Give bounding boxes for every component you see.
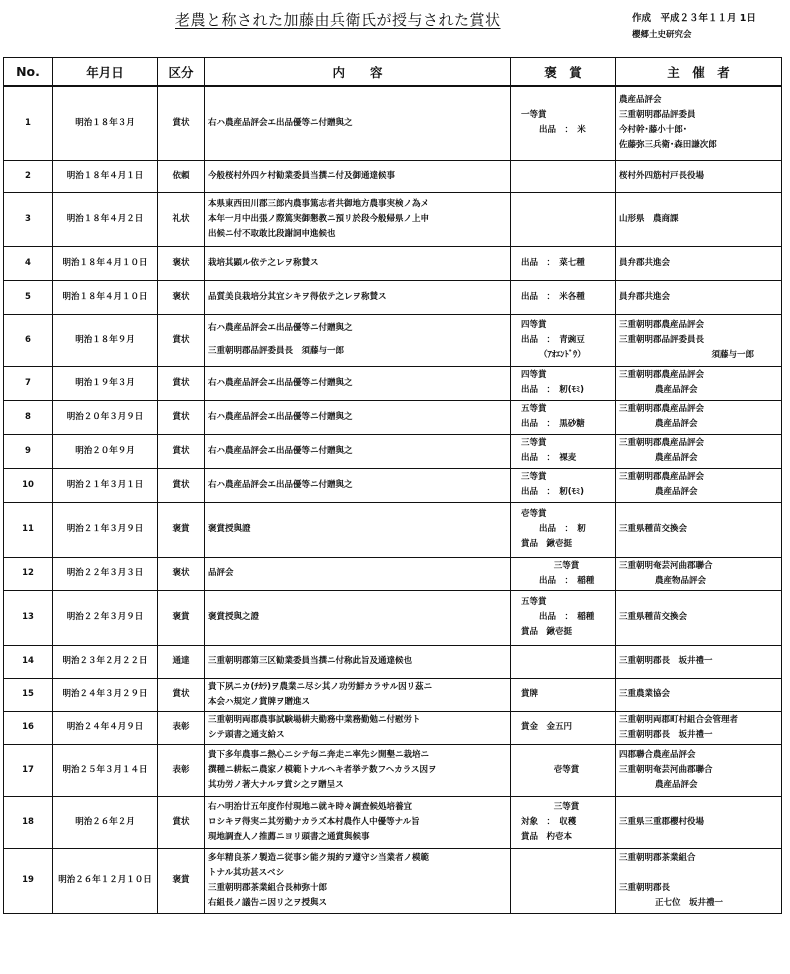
- row-content-line: 今般桜村外四ケ村勧業委員当撰ニ付及御通達候事: [208, 170, 396, 181]
- table-body: [4, 86, 782, 913]
- row-award: [511, 645, 616, 678]
- row-organizer-line: 三重朝明郡品評委員長: [619, 334, 705, 345]
- table-row: [4, 400, 782, 434]
- row-date: 明治２０年３月９日: [53, 400, 158, 434]
- row-number: 1: [4, 86, 53, 160]
- row-content-line: 本会ハ規定ノ賞牌ヲ贈進ス: [208, 696, 311, 707]
- row-content: [205, 400, 511, 434]
- row-kind: 礼状: [158, 192, 205, 246]
- row-award-line: 出品 ： 稲種: [539, 575, 595, 586]
- row-award-line: 出品 ： 青豌豆: [521, 334, 585, 345]
- row-award: [511, 796, 616, 848]
- row-content-line: 右ハ農産品評会エ出品優等ニ付贈與之: [208, 377, 353, 388]
- row-organizer: [616, 590, 782, 645]
- row-content-line: 品評会: [208, 568, 234, 578]
- row-content-line: 右ハ農産品評会エ出品優等ニ付贈與之: [208, 445, 353, 456]
- row-number: 5: [4, 280, 53, 314]
- row-award-line: 三等賞: [521, 438, 547, 448]
- row-organizer: [616, 86, 782, 160]
- row-number: 8: [4, 400, 53, 434]
- row-organizer-line: 三重朝明郡農産品評会: [619, 370, 705, 380]
- col-header-organizer: 主 催 者: [616, 58, 782, 87]
- row-date: 明治１８年４月１日: [53, 160, 158, 192]
- row-award: [511, 468, 616, 502]
- row-kind: 賞状: [158, 678, 205, 711]
- table-row: [4, 86, 782, 160]
- row-content: [205, 796, 511, 848]
- row-organizer-line: 三重朝明郡茶業組合: [619, 852, 696, 863]
- row-organizer-line: 三重農業協会: [619, 689, 671, 699]
- created-date: 作成 平成２３年１１月 1日: [632, 13, 756, 24]
- row-award: [511, 280, 616, 314]
- row-date: 明治２２年３月３日: [53, 557, 158, 590]
- row-organizer-line: [619, 866, 778, 881]
- row-organizer-line: 農産品評会: [655, 419, 698, 429]
- table-row: [4, 557, 782, 590]
- row-award-line: 出品 ： 籾(ﾓﾐ): [521, 385, 585, 395]
- row-content-line: 右ハ農産品評会エ出品優等ニ付贈與之: [208, 323, 353, 333]
- row-organizer-line: 今村幹･藤小十郎･: [619, 125, 688, 136]
- row-content-line: ロシキヲ得実ニ其労勤ナカラズ本村農作人中優等ナル旨: [208, 816, 420, 827]
- row-award-line: 五等賞: [521, 597, 547, 607]
- row-content-line: 右ハ農産品評会エ出品優等ニ付贈與之: [208, 411, 353, 422]
- row-award-line: 出品 ： 黒砂糖: [521, 419, 585, 429]
- row-content-line: シテ頭書之通支給ス: [208, 729, 285, 740]
- row-content: [205, 280, 511, 314]
- row-content-line: 三重朝明両郡農事試験場耕夫勤務中業務勤勉ニ付慰労ト: [208, 714, 421, 725]
- col-header-content: 内 容: [205, 58, 511, 87]
- row-organizer-line: 三重県三重郡櫻村役場: [619, 816, 705, 827]
- row-organizer-line: 三重朝明郡農産品評会: [619, 404, 705, 414]
- row-kind: 賞状: [158, 400, 205, 434]
- row-number: 7: [4, 366, 53, 400]
- table-row: [4, 280, 782, 314]
- row-kind: 表彰: [158, 744, 205, 796]
- row-organizer-line: 桜村外四筋村戸長役場: [619, 170, 705, 181]
- row-award: [511, 590, 616, 645]
- table-row: [4, 848, 782, 913]
- row-content: [205, 848, 511, 913]
- row-number: 12: [4, 557, 53, 590]
- row-award-line: 出品 ： 籾: [539, 524, 586, 534]
- row-organizer: [616, 468, 782, 502]
- row-content: [205, 192, 511, 246]
- row-number: 14: [4, 645, 53, 678]
- row-award-line: 賞牌: [521, 689, 539, 699]
- row-award-line: 賞品 鍬壱挺: [521, 627, 573, 637]
- row-organizer-line: 農産品評会: [655, 779, 698, 790]
- row-organizer-line: 三重朝明郡長 坂井禮一: [619, 656, 713, 666]
- row-award-line: 三等賞: [553, 560, 580, 571]
- row-number: 17: [4, 744, 53, 796]
- table-row: [4, 678, 782, 711]
- row-kind: 賞状: [158, 468, 205, 502]
- row-organizer: [616, 645, 782, 678]
- row-content-line: 栽培其顕ル依テ之レヲ称賛ス: [208, 257, 319, 268]
- row-organizer: [616, 502, 782, 557]
- row-content: [205, 678, 511, 711]
- row-content-line: 三重朝明郡茶業組合長柿弥十郎: [208, 882, 328, 893]
- col-header-date: 年月日: [53, 58, 158, 87]
- row-kind: 依頼: [158, 160, 205, 192]
- table-row: [4, 314, 782, 366]
- row-content-line: 右ハ明治廿五年度作付現地ニ就キ時々調査候処培養宜: [208, 801, 413, 812]
- row-content-line: 貴下夙ニカ(ﾁｶﾗ)ヲ農業ニ尽シ其ノ功労鮮カラサル因リ茲ニ: [208, 681, 433, 692]
- row-organizer: [616, 280, 782, 314]
- row-organizer-line: 山形県 農商課: [619, 213, 679, 224]
- row-organizer-line: 佐藤弥三兵衛･森田謙次郎: [619, 140, 717, 151]
- row-award-line: 五等賞: [521, 404, 547, 414]
- row-kind: 賞状: [158, 366, 205, 400]
- row-content-line: 現地調査人ノ推薦ニヨリ頭書之通賞與候事: [208, 831, 370, 842]
- row-organizer-line: 三重県種苗交換会: [619, 524, 688, 534]
- row-organizer-line: 三重朝明郡農産品評会: [619, 438, 705, 448]
- row-organizer-line: 正七位 坂井禮一: [655, 897, 724, 908]
- table-row: [4, 366, 782, 400]
- row-organizer: [616, 434, 782, 468]
- table-row: [4, 502, 782, 557]
- table-row: [4, 468, 782, 502]
- row-content-line: 其功労ノ著大ナルヲ賞シ之ヲ贈呈ス: [208, 779, 344, 790]
- row-date: 明治２４年３月２９日: [53, 678, 158, 711]
- row-organizer: [616, 744, 782, 796]
- row-organizer-line: 農産物品評会: [655, 575, 707, 586]
- row-organizer-line: 三重県種苗交換会: [619, 612, 688, 622]
- row-content: [205, 366, 511, 400]
- row-kind: 賞状: [158, 86, 205, 160]
- row-organizer-line: 三重朝明奄芸河曲郡聯合: [619, 764, 713, 775]
- page-title: 老農と称された加藤由兵衛氏が授与された賞状: [175, 11, 501, 29]
- row-organizer-line: 三重朝明郡農産品評会: [619, 472, 705, 482]
- row-award-line: 四等賞: [521, 370, 547, 380]
- table-row: [4, 434, 782, 468]
- row-organizer: [616, 314, 782, 366]
- row-kind: 褒状: [158, 557, 205, 590]
- row-organizer-line: 農産品評会: [655, 385, 698, 395]
- row-content: [205, 86, 511, 160]
- author: 櫻郷土史研究会: [632, 30, 692, 40]
- row-content: [205, 246, 511, 280]
- row-date: 明治２６年２月: [53, 796, 158, 848]
- row-award: [511, 434, 616, 468]
- row-award-line: 出品 ： 籾(ﾓﾐ): [521, 487, 585, 497]
- col-header-award: 褒 賞: [511, 58, 616, 87]
- table-row: [4, 246, 782, 280]
- row-organizer: [616, 400, 782, 434]
- row-kind: 通達: [158, 645, 205, 678]
- table-row: [4, 590, 782, 645]
- row-content-line: 撰種ニ耕耘ニ農家ノ模範トナルヘキ者挙テ数フヘカラス因ヲ: [208, 764, 437, 775]
- row-content-line: トナル其功甚スベシ: [208, 867, 285, 878]
- row-kind: 賞状: [158, 434, 205, 468]
- row-content-line: 三重朝明郡第三区勧業委員当撰ニ付称此旨及通達候也: [208, 656, 413, 666]
- table-row: [4, 645, 782, 678]
- row-award-line: 三等賞: [553, 801, 580, 812]
- row-organizer: [616, 192, 782, 246]
- row-award: [511, 314, 616, 366]
- row-number: 18: [4, 796, 53, 848]
- row-organizer-line: 三重朝明郡長: [619, 882, 671, 893]
- row-number: 4: [4, 246, 53, 280]
- row-organizer: [616, 366, 782, 400]
- row-award: [511, 192, 616, 246]
- row-organizer: [616, 711, 782, 744]
- row-date: 明治１８年４月１０日: [53, 246, 158, 280]
- row-content-line: 右ハ農産品評会エ出品優等ニ付贈與之: [208, 117, 353, 128]
- row-award-line: 賞品 杓壱本: [521, 831, 573, 842]
- row-number: 11: [4, 502, 53, 557]
- row-award-line: 四等賞: [521, 319, 547, 330]
- row-kind: 賞状: [158, 796, 205, 848]
- row-number: 2: [4, 160, 53, 192]
- row-kind: 賞状: [158, 314, 205, 366]
- row-content: [205, 434, 511, 468]
- row-organizer-line: 三重朝明両郡町村組合会管理者: [619, 714, 739, 725]
- row-content: [205, 314, 511, 366]
- row-award: [511, 400, 616, 434]
- row-date: 明治１９年３月: [53, 366, 158, 400]
- row-date: 明治１８年４月２日: [53, 192, 158, 246]
- row-kind: 褒状: [158, 280, 205, 314]
- row-organizer: [616, 160, 782, 192]
- col-header-kind: 区分: [158, 58, 205, 87]
- row-content-line: 褒賞授與之證: [208, 612, 260, 622]
- row-number: 9: [4, 434, 53, 468]
- row-award: [511, 502, 616, 557]
- row-award-line: 壱等賞: [521, 509, 547, 519]
- row-date: 明治２５年３月１４日: [53, 744, 158, 796]
- row-number: 6: [4, 314, 53, 366]
- row-award: [511, 86, 616, 160]
- row-kind: 褒賞: [158, 502, 205, 557]
- row-award-line: 出品 ： 菜七種: [521, 257, 585, 268]
- row-date: 明治２２年３月９日: [53, 590, 158, 645]
- row-content: [205, 590, 511, 645]
- row-content-line: 貴下多年農事ニ熱心ニシテ毎ニ奔走ニ率先シ開墾ニ栽培ニ: [208, 749, 430, 760]
- row-kind: 褒状: [158, 246, 205, 280]
- row-award-line: 出品 ： 裸麦: [521, 453, 577, 463]
- row-organizer-line: 三重朝明郡品評委員: [619, 110, 696, 121]
- row-award-line: 出品 ： 米: [539, 125, 586, 136]
- row-organizer-line: 農産品評会: [619, 95, 662, 106]
- row-award: [511, 557, 616, 590]
- row-award-line: 出品 ： 稲種: [539, 612, 595, 622]
- row-organizer: [616, 796, 782, 848]
- row-organizer: [616, 557, 782, 590]
- row-date: 明治１８年４月１０日: [53, 280, 158, 314]
- row-number: 16: [4, 711, 53, 744]
- table-row: [4, 744, 782, 796]
- row-organizer-line: 員弁郡共進会: [619, 257, 671, 268]
- row-number: 3: [4, 192, 53, 246]
- row-number: 15: [4, 678, 53, 711]
- table-header-row: [4, 58, 782, 87]
- row-date: 明治２１年３月１日: [53, 468, 158, 502]
- row-content: [205, 744, 511, 796]
- row-content-line: 本県東西田川郡三郎内農事篤志者共御地方農事実検ノ為メ: [208, 198, 430, 209]
- table-row: [4, 711, 782, 744]
- row-content: [205, 502, 511, 557]
- row-award: [511, 711, 616, 744]
- row-kind: 褒賞: [158, 848, 205, 913]
- row-content-line: 本年一月中出張ノ際篤実御懇教ニ預リ於段今般帰県ノ上申: [208, 213, 430, 224]
- row-award: [511, 678, 616, 711]
- row-organizer-line: 四郡聯合農産品評会: [619, 749, 696, 760]
- row-organizer: [616, 246, 782, 280]
- row-date: 明治２０年９月: [53, 434, 158, 468]
- table-row: [4, 192, 782, 246]
- row-organizer-line: 三重朝明郡長 坂井禮一: [619, 729, 713, 740]
- row-content: [205, 160, 511, 192]
- row-award: [511, 848, 616, 913]
- row-date: 明治２１年３月９日: [53, 502, 158, 557]
- row-date: 明治１８年３月: [53, 86, 158, 160]
- table-row: [4, 160, 782, 192]
- row-award-line: 壱等賞: [553, 764, 580, 775]
- row-content-line: 右ハ農産品評会エ出品優等ニ付贈與之: [208, 479, 353, 490]
- row-kind: 表彰: [158, 711, 205, 744]
- row-organizer-line: 農産品評会: [655, 453, 698, 463]
- row-award-line: 一等賞: [521, 110, 547, 121]
- row-content-line: 三重朝明郡品評委員長 須藤与一郎: [208, 346, 345, 356]
- row-date: 明治１８年９月: [53, 314, 158, 366]
- row-award: [511, 160, 616, 192]
- row-award-line: 対象 ： 収穫: [521, 816, 577, 827]
- row-content: [205, 645, 511, 678]
- col-header-no: No.: [4, 58, 53, 87]
- row-award-line: 賞金 金五円: [521, 722, 573, 732]
- row-award: [511, 744, 616, 796]
- row-content-line: 褒賞授與證: [208, 524, 251, 534]
- row-content: [205, 557, 511, 590]
- row-content-line: 品質美良栽培分其宜シキヲ得依テ之レヲ称賛ス: [208, 291, 387, 302]
- row-organizer-line: 三重朝明郡農産品評会: [619, 319, 705, 330]
- awards-table: [3, 57, 782, 914]
- row-content: [205, 468, 511, 502]
- row-award-line: （ｱｵｴﾝﾄﾞｳ）: [539, 349, 586, 360]
- row-number: 10: [4, 468, 53, 502]
- row-award: [511, 366, 616, 400]
- row-content: [205, 711, 511, 744]
- row-kind: 褒賞: [158, 590, 205, 645]
- row-number: 19: [4, 848, 53, 913]
- row-organizer-line: 須藤与一郎: [711, 349, 754, 360]
- row-date: 明治２４年４月９日: [53, 711, 158, 744]
- row-award-line: 三等賞: [521, 472, 547, 482]
- row-date: 明治２６年１２月１０日: [53, 848, 158, 913]
- row-content-line: 出候ニ付不取敢比段謝詞申進候也: [208, 228, 336, 239]
- row-organizer-line: 三重朝明奄芸河曲郡聯合: [619, 560, 713, 571]
- table-row: [4, 796, 782, 848]
- row-award-line: 出品 ： 米各種: [521, 291, 585, 302]
- row-award-line: 賞品 鍬壱挺: [521, 539, 573, 549]
- row-award: [511, 246, 616, 280]
- row-date: 明治２３年２月２２日: [53, 645, 158, 678]
- row-organizer-line: 員弁郡共進会: [619, 291, 671, 302]
- row-organizer: [616, 848, 782, 913]
- row-organizer: [616, 678, 782, 711]
- row-organizer-line: 農産品評会: [655, 487, 698, 497]
- row-number: 13: [4, 590, 53, 645]
- row-content-line: 多年精良茶ノ製造ニ従事シ能ク規約ヲ遵守シ当業者ノ模範: [208, 852, 430, 863]
- row-content-line: 右組長ノ議告ニ因リ之ヲ授與ス: [208, 897, 328, 908]
